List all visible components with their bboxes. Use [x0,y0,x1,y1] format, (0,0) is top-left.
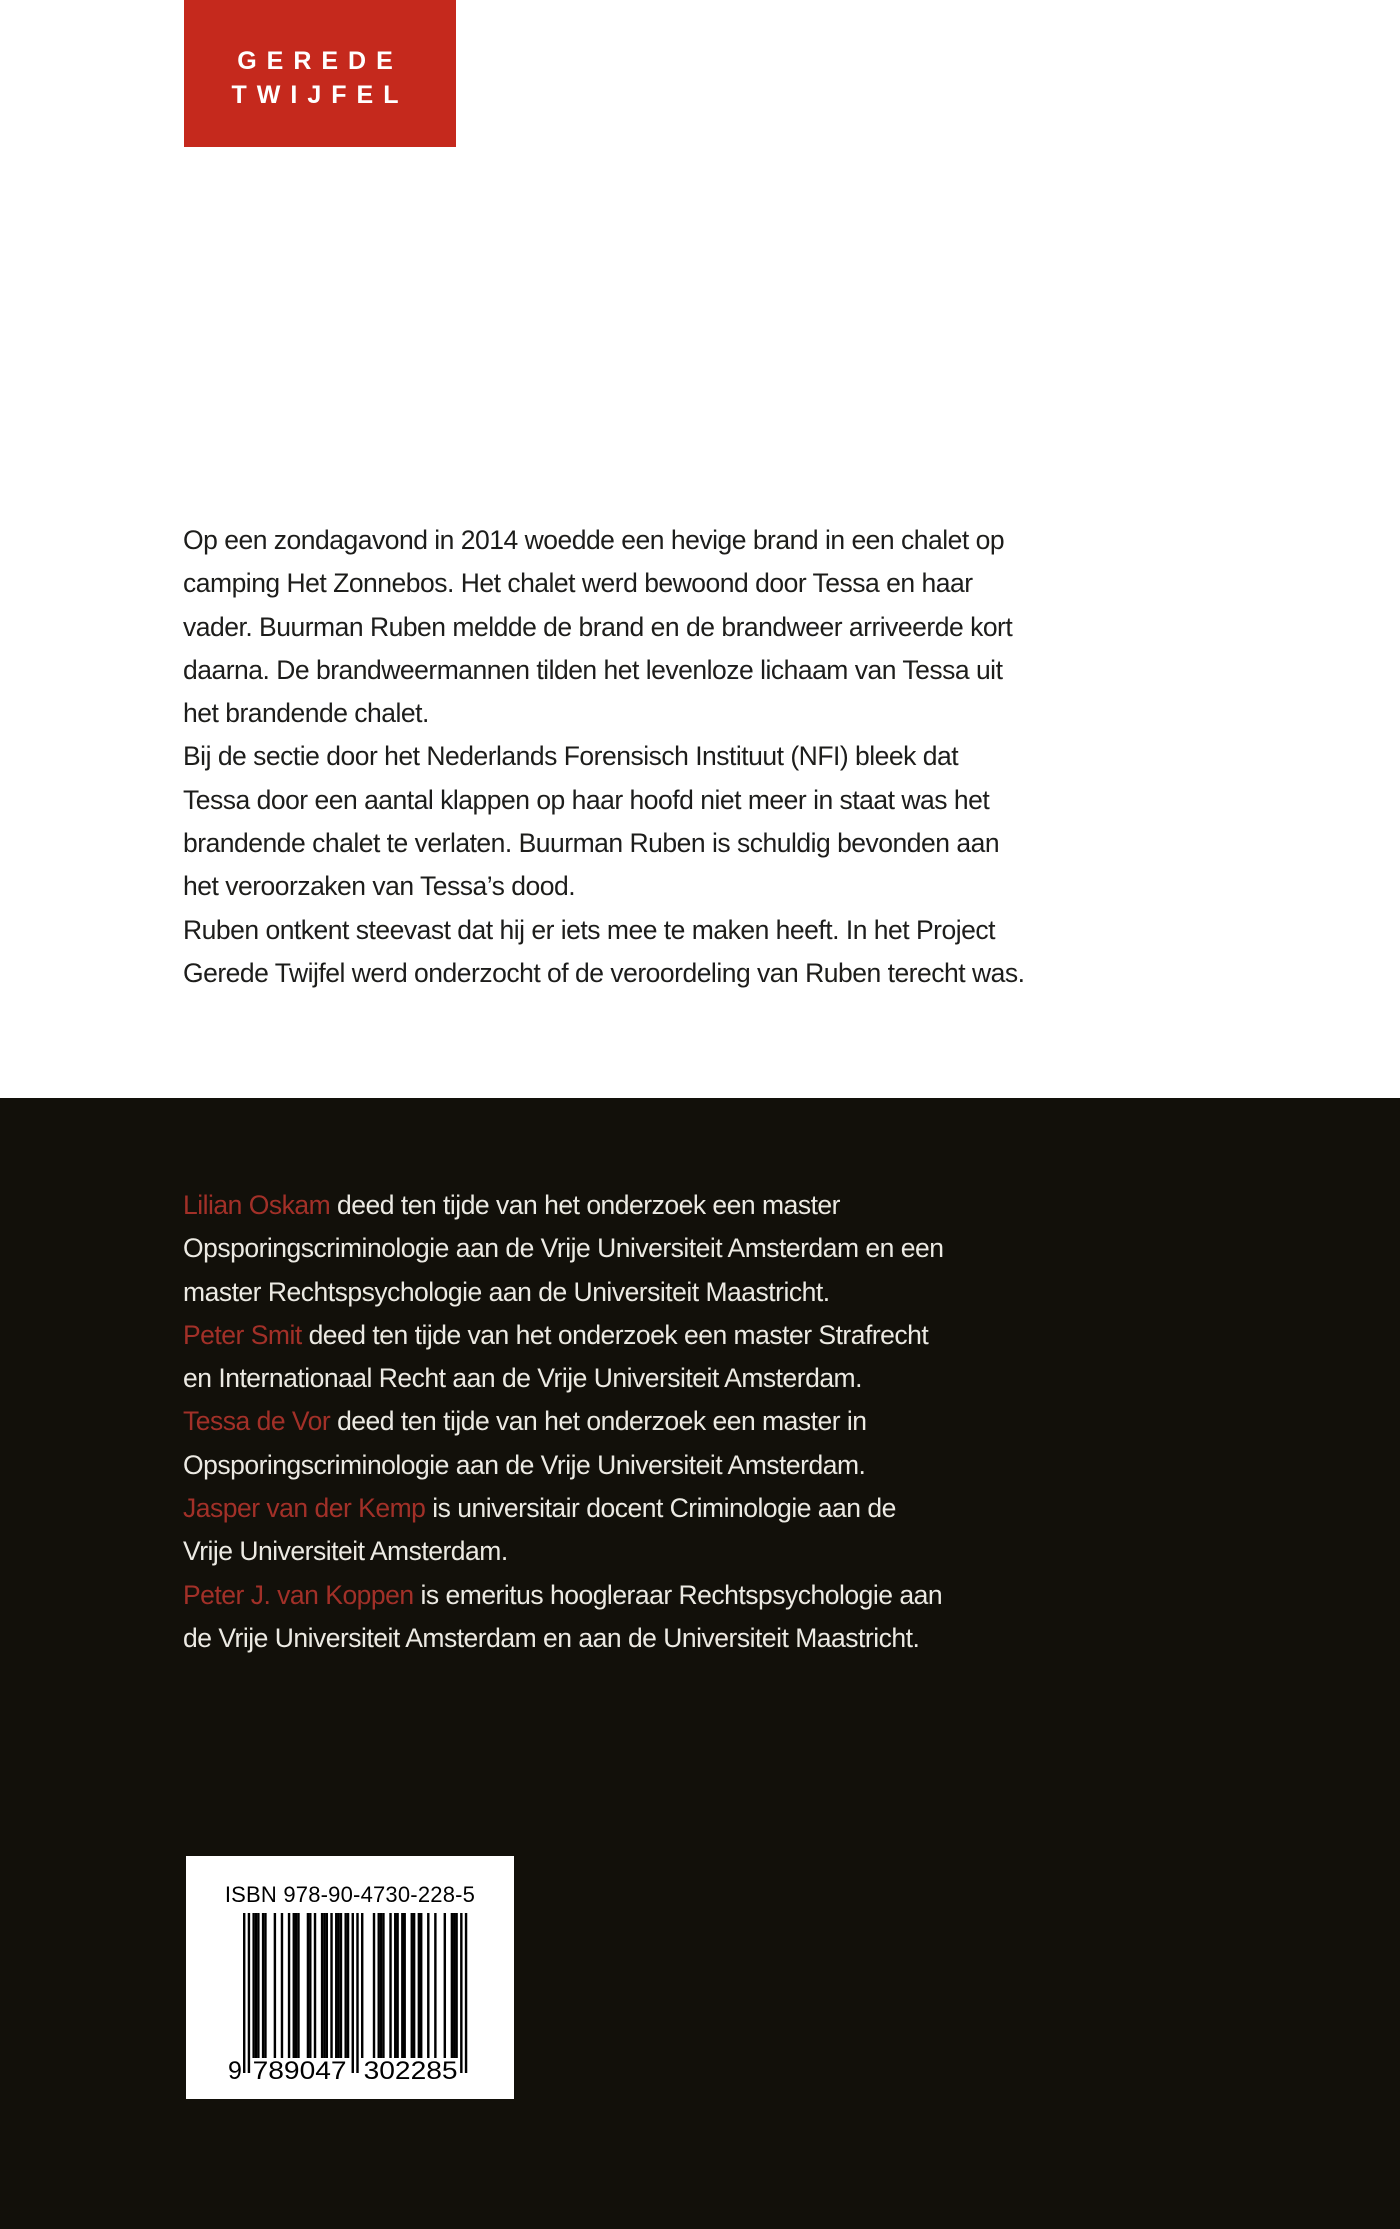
bio-line: Vrije Universiteit Amsterdam. [183,1536,508,1567]
bio-text: is universitair docent Criminologie aan de [425,1493,896,1524]
bio-line: en Internationaal Recht aan de Vrije Universiteit Amsterdam. [183,1363,862,1394]
bio-text: deed ten tijde van het onderzoek een master [330,1190,840,1220]
bio-line [183,1184,943,1227]
series-logo-line2: TWIJFEL [231,81,409,109]
bio-line: Opsporingscriminologie aan de Vrije Universiteit Amsterdam. [183,1449,866,1480]
isbn-label: ISBN 978-90-4730-228-5 [224,1882,476,1907]
author-name: Lilian Oskam [183,1190,331,1220]
bio-line [183,1574,943,1617]
blurb-line: Op een zondagavond in 2014 woedde een hevige brand in een chalet op [183,525,1005,555]
blurb-line: Bij de sectie door het Nederlands Forensisch Instituut (NFI) bleek dat [183,741,959,772]
back-cover-blurb [183,519,1024,995]
bio-line: de Vrije Universiteit Amsterdam en aan de Universiteit Maastricht. [183,1622,920,1653]
bio-text: deed ten tijde van het onderzoek een master Strafrecht [301,1319,929,1350]
bio-text: is emeritus hoogleraar Rechtspsychologie aan [413,1579,943,1610]
blurb-line: vader. Buurman Ruben meldde de brand en de brandweer arriveerde kort [183,611,1013,642]
svg-text:9: 9 [228,2057,242,2083]
blurb-line: Tessa door een aantal klappen op haar hoofd niet meer in staat was het [183,784,990,815]
svg-text:789047: 789047 [252,2057,347,2083]
blurb-line: camping Het Zonnebos. Het chalet werd bewoond door Tessa en haar [183,568,973,599]
isbn-panel [186,1856,514,2099]
author-bios [183,1184,943,1660]
blurb-line: het veroorzaken van Tessa’s dood. [183,871,576,902]
author-name: Peter Smit [183,1319,302,1350]
bio-line: master Rechtspsychologie aan de Universiteit Maastricht. [183,1276,830,1307]
series-logo [184,0,456,147]
blurb-line: Ruben ontkent steevast dat hij er iets mee te maken heeft. In het Project [183,914,995,945]
blurb-line: daarna. De brandweermannen tilden het levenloze lichaam van Tessa uit [183,654,1003,685]
blurb-line: Gerede Twijfel werd onderzocht of de veroordeling van Ruben terecht was. [183,957,1025,988]
blurb-line: het brandende chalet. [183,698,429,729]
blurb-line: brandende chalet te verlaten. Buurman Ruben is schuldig bevonden aan [183,828,1000,859]
author-name: Jasper van der Kemp [183,1493,426,1524]
author-name: Tessa de Vor [183,1406,331,1437]
author-name: Peter J. van Koppen [183,1579,414,1610]
series-logo-line1: GEREDE [237,47,403,75]
bio-line: Opsporingscriminologie aan de Vrije Universiteit Amsterdam en een [183,1233,944,1264]
bio-line [183,1314,943,1357]
bio-text: deed ten tijde van het onderzoek een master in [330,1406,867,1437]
ean-barcode [228,1913,472,2083]
bio-line [183,1487,943,1530]
svg-text:302285: 302285 [363,2057,458,2083]
bio-line [183,1400,943,1443]
